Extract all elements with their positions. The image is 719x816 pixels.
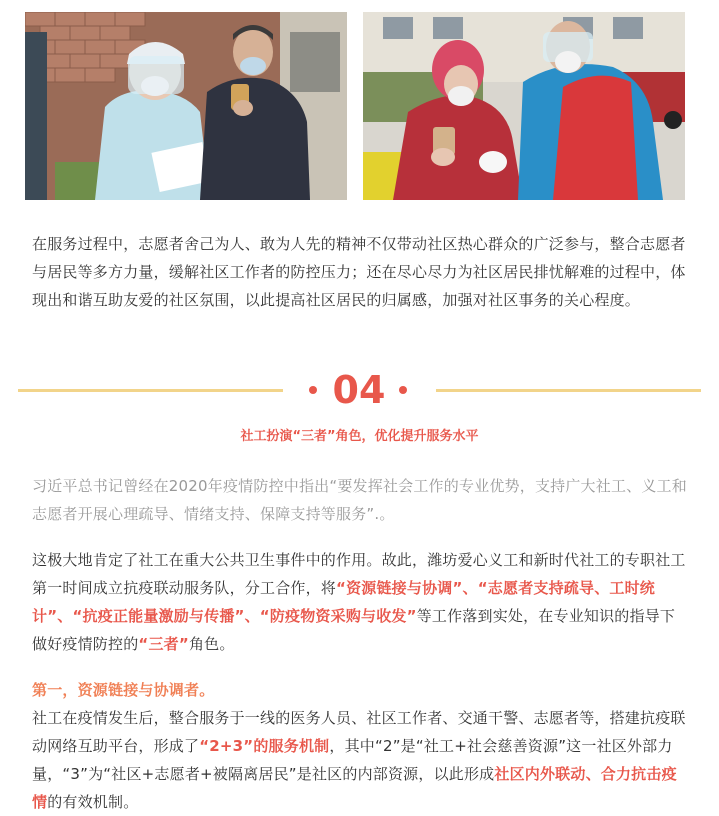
body-text: 这极大地肯定了社工在重大公共卫生事件中的作用。故此，潍坊爱心义工和新时代社工的专职社工第一时间成立抗疫联动服务队，分工合作，将 (32, 551, 686, 597)
section-first-heading: 第一，资源链接与协调者。 (32, 681, 215, 699)
section-divider (18, 370, 701, 410)
divider-dot-left (309, 386, 317, 394)
body-paragraph (32, 546, 688, 658)
highlight-text: “2+3”的服务机制 (199, 737, 330, 755)
divider-dot-right (399, 386, 407, 394)
section-first-block (32, 676, 688, 816)
highlight-text: 社区内外联动、合力抗击疫情 (32, 765, 677, 811)
body-text: 社工在疫情发生后，整合服务于一线的医务人员、社区工作者、交通干警、志愿者等，搭建抗疫联动网络互助平台，形成了 (32, 709, 686, 755)
highlight-text: “三者” (138, 635, 189, 653)
divider-line-right (436, 389, 701, 392)
highlight-text: “资源链接与协调”、“志愿者支持疏导、工时统计”、“抗疫正能量激励与传播”、“防疫物资采购与收发” (32, 579, 655, 625)
volunteer-helping-elderly-photo (363, 12, 685, 200)
body-text: 的有效机制。 (47, 793, 139, 811)
body-text: 等工作落到实处，在专业知识的指导下做好疫情防控的 (32, 607, 676, 653)
volunteer-helping-resident-photo (25, 12, 347, 200)
section-number: 04 (332, 368, 386, 412)
quote-paragraph: 习近平总书记曾经在2020年疫情防控中指出“要发挥社会工作的专业优势，支持广大社工、义工和志愿者开展心理疏导、情绪支持、保障支持等服务”.。 (32, 477, 687, 523)
body-text: ，其中“2”是“社工+社会慈善资源”这一社区外部力量，“3”为“社区+志愿者+被隔离居民”是社区的内部资源，以此形成 (32, 737, 673, 783)
intro-paragraph: 在服务过程中，志愿者舍己为人、敢为人先的精神不仅带动社区热心群众的广泛参与，整合志愿者与居民等多方力量，缓解社区工作者的防控压力；还在尽心尽力为社区居民排忧解难的过程中，体现出和谐互助友爱的社区氛围，以此提高社区居民的归属感，加强对社区事务的关心程度。 (32, 235, 686, 309)
divider-line-left (18, 389, 283, 392)
section-subtitle: 社工扮演“三者”角色，优化提升服务水平 (240, 429, 479, 444)
body-text: 角色。 (188, 635, 235, 653)
